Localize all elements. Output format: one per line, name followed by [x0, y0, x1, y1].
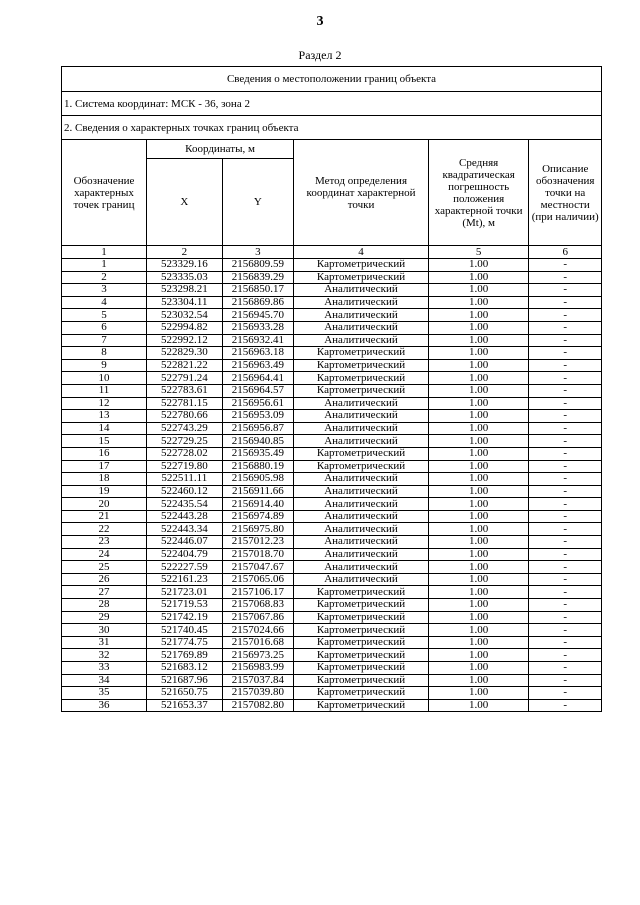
header-coordinates: Координаты, м — [146, 140, 293, 159]
method: Картометрический — [294, 259, 429, 272]
coord-y: 2157067.86 — [222, 611, 294, 624]
column-number: 3 — [222, 246, 294, 259]
error: 1.00 — [428, 384, 529, 397]
table-row — [62, 586, 602, 599]
point-number: 29 — [62, 611, 147, 624]
table-row — [62, 372, 602, 385]
method: Аналитический — [294, 485, 429, 498]
table-row — [62, 674, 602, 687]
point-number: 19 — [62, 485, 147, 498]
coord-x: 521719.53 — [146, 599, 222, 612]
point-number: 1 — [62, 259, 147, 272]
description: - — [529, 321, 602, 334]
table-row — [62, 410, 602, 423]
method: Картометрический — [294, 347, 429, 360]
coord-y: 2156953.09 — [222, 410, 294, 423]
table-row — [62, 334, 602, 347]
coord-x: 521769.89 — [146, 649, 222, 662]
error: 1.00 — [428, 435, 529, 448]
description: - — [529, 498, 602, 511]
table-row — [62, 687, 602, 700]
coord-y: 2156932.41 — [222, 334, 294, 347]
description: - — [529, 284, 602, 297]
table-row — [62, 611, 602, 624]
coord-x: 523335.03 — [146, 271, 222, 284]
header-x: X — [146, 159, 222, 246]
coord-x: 522729.25 — [146, 435, 222, 448]
error: 1.00 — [428, 359, 529, 372]
error: 1.00 — [428, 523, 529, 536]
error: 1.00 — [428, 460, 529, 473]
table-row — [62, 422, 602, 435]
error: 1.00 — [428, 271, 529, 284]
method: Картометрический — [294, 611, 429, 624]
table-row — [62, 599, 602, 612]
error: 1.00 — [428, 586, 529, 599]
table-row — [62, 573, 602, 586]
point-number: 32 — [62, 649, 147, 662]
column-number: 1 — [62, 246, 147, 259]
method: Картометрический — [294, 636, 429, 649]
error: 1.00 — [428, 284, 529, 297]
description: - — [529, 573, 602, 586]
table-row — [62, 447, 602, 460]
coord-y: 2156964.57 — [222, 384, 294, 397]
coord-y: 2157065.06 — [222, 573, 294, 586]
point-number: 3 — [62, 284, 147, 297]
point-number: 23 — [62, 536, 147, 549]
method: Аналитический — [294, 296, 429, 309]
point-number: 25 — [62, 561, 147, 574]
coord-x: 522829.30 — [146, 347, 222, 360]
error: 1.00 — [428, 599, 529, 612]
error: 1.00 — [428, 573, 529, 586]
header-error: Средняя квадратическая погрешность положения характерной точки (Mt), м — [428, 140, 529, 246]
method: Аналитический — [294, 334, 429, 347]
description: - — [529, 397, 602, 410]
method: Аналитический — [294, 573, 429, 586]
table-row — [62, 321, 602, 334]
point-number: 6 — [62, 321, 147, 334]
table-row — [62, 699, 602, 712]
description: - — [529, 523, 602, 536]
coord-x: 522227.59 — [146, 561, 222, 574]
section-label: Раздел 2 — [298, 48, 342, 62]
coord-x: 521740.45 — [146, 624, 222, 637]
coord-x: 523032.54 — [146, 309, 222, 322]
coord-x: 521650.75 — [146, 687, 222, 700]
coord-x: 521683.12 — [146, 662, 222, 675]
method: Картометрический — [294, 662, 429, 675]
method: Аналитический — [294, 561, 429, 574]
table-row — [62, 548, 602, 561]
coord-y: 2157016.68 — [222, 636, 294, 649]
column-number: 5 — [428, 246, 529, 259]
table-row — [62, 309, 602, 322]
coord-y: 2157047.67 — [222, 561, 294, 574]
error: 1.00 — [428, 687, 529, 700]
table-row — [62, 662, 602, 675]
description: - — [529, 473, 602, 486]
coord-x: 522404.79 — [146, 548, 222, 561]
error: 1.00 — [428, 649, 529, 662]
error: 1.00 — [428, 548, 529, 561]
error: 1.00 — [428, 296, 529, 309]
coord-y: 2156956.61 — [222, 397, 294, 410]
method: Аналитический — [294, 321, 429, 334]
table-row — [62, 296, 602, 309]
description: - — [529, 422, 602, 435]
error: 1.00 — [428, 410, 529, 423]
error: 1.00 — [428, 674, 529, 687]
method: Аналитический — [294, 536, 429, 549]
point-number: 22 — [62, 523, 147, 536]
description: - — [529, 699, 602, 712]
points-rows — [62, 259, 602, 712]
coord-y: 2157012.23 — [222, 536, 294, 549]
description: - — [529, 485, 602, 498]
coord-y: 2156945.70 — [222, 309, 294, 322]
error: 1.00 — [428, 422, 529, 435]
method: Аналитический — [294, 473, 429, 486]
description: - — [529, 460, 602, 473]
point-number: 9 — [62, 359, 147, 372]
error: 1.00 — [428, 498, 529, 511]
coord-y: 2157082.80 — [222, 699, 294, 712]
table-row — [62, 460, 602, 473]
coord-y: 2156956.87 — [222, 422, 294, 435]
error: 1.00 — [428, 447, 529, 460]
coord-y: 2156869.86 — [222, 296, 294, 309]
description: - — [529, 561, 602, 574]
description: - — [529, 347, 602, 360]
coord-x: 522719.80 — [146, 460, 222, 473]
table-row — [62, 284, 602, 297]
method: Картометрический — [294, 586, 429, 599]
error: 1.00 — [428, 334, 529, 347]
description: - — [529, 586, 602, 599]
method: Аналитический — [294, 548, 429, 561]
point-number: 2 — [62, 271, 147, 284]
coord-y: 2156940.85 — [222, 435, 294, 448]
table-row — [62, 561, 602, 574]
description: - — [529, 359, 602, 372]
coord-x: 522460.12 — [146, 485, 222, 498]
error: 1.00 — [428, 347, 529, 360]
coord-x: 521742.19 — [146, 611, 222, 624]
table-row — [62, 271, 602, 284]
coord-y: 2156905.98 — [222, 473, 294, 486]
coord-x: 522443.28 — [146, 510, 222, 523]
point-number: 8 — [62, 347, 147, 360]
description: - — [529, 334, 602, 347]
method: Картометрический — [294, 271, 429, 284]
coord-y: 2156809.59 — [222, 259, 294, 272]
point-number: 12 — [62, 397, 147, 410]
coord-x: 521774.75 — [146, 636, 222, 649]
point-number: 16 — [62, 447, 147, 460]
method: Аналитический — [294, 510, 429, 523]
column-number: 4 — [294, 246, 429, 259]
point-number: 15 — [62, 435, 147, 448]
error: 1.00 — [428, 624, 529, 637]
header-y: Y — [222, 159, 294, 246]
point-number: 11 — [62, 384, 147, 397]
coord-y: 2157037.84 — [222, 674, 294, 687]
table-row — [62, 435, 602, 448]
column-number: 6 — [529, 246, 602, 259]
point-number: 28 — [62, 599, 147, 612]
method: Аналитический — [294, 397, 429, 410]
column-number: 2 — [146, 246, 222, 259]
point-number: 18 — [62, 473, 147, 486]
point-number: 7 — [62, 334, 147, 347]
method: Картометрический — [294, 699, 429, 712]
coord-x: 522435.54 — [146, 498, 222, 511]
description: - — [529, 410, 602, 423]
description: - — [529, 624, 602, 637]
error: 1.00 — [428, 510, 529, 523]
description: - — [529, 536, 602, 549]
table-row — [62, 359, 602, 372]
coord-y: 2156983.99 — [222, 662, 294, 675]
coord-y: 2156933.28 — [222, 321, 294, 334]
point-number: 33 — [62, 662, 147, 675]
point-number: 30 — [62, 624, 147, 637]
description: - — [529, 435, 602, 448]
point-number: 26 — [62, 573, 147, 586]
description: - — [529, 384, 602, 397]
table-title: Сведения о местоположении границ объекта — [62, 67, 602, 92]
error: 1.00 — [428, 473, 529, 486]
point-number: 24 — [62, 548, 147, 561]
coord-x: 522743.29 — [146, 422, 222, 435]
method: Картометрический — [294, 599, 429, 612]
method: Картометрический — [294, 359, 429, 372]
coord-x: 521723.01 — [146, 586, 222, 599]
coord-y: 2156839.29 — [222, 271, 294, 284]
coord-y: 2157024.66 — [222, 624, 294, 637]
table-row — [62, 649, 602, 662]
coord-y: 2156975.80 — [222, 523, 294, 536]
table-row — [62, 523, 602, 536]
method: Аналитический — [294, 435, 429, 448]
description: - — [529, 599, 602, 612]
coord-x: 522446.07 — [146, 536, 222, 549]
coord-y: 2156935.49 — [222, 447, 294, 460]
coord-y: 2156850.17 — [222, 284, 294, 297]
coord-y: 2156973.25 — [222, 649, 294, 662]
table-row — [62, 536, 602, 549]
coord-y: 2156964.41 — [222, 372, 294, 385]
coord-x: 521687.96 — [146, 674, 222, 687]
coord-x: 522781.15 — [146, 397, 222, 410]
table-row — [62, 624, 602, 637]
points-title: 2. Сведения о характерных точках границ объекта — [62, 116, 602, 140]
point-number: 13 — [62, 410, 147, 423]
coord-x: 522994.82 — [146, 321, 222, 334]
method: Аналитический — [294, 309, 429, 322]
error: 1.00 — [428, 611, 529, 624]
header-designation: Обозначение характерных точек границ — [62, 140, 147, 246]
coordinate-system: 1. Система координат: МСК - 36, зона 2 — [62, 92, 602, 116]
method: Картометрический — [294, 624, 429, 637]
error: 1.00 — [428, 662, 529, 675]
point-number: 20 — [62, 498, 147, 511]
method: Картометрический — [294, 372, 429, 385]
method: Аналитический — [294, 410, 429, 423]
coord-y: 2156880.19 — [222, 460, 294, 473]
coord-x: 522728.02 — [146, 447, 222, 460]
description: - — [529, 372, 602, 385]
point-number: 14 — [62, 422, 147, 435]
coord-y: 2156963.18 — [222, 347, 294, 360]
coord-x: 522791.24 — [146, 372, 222, 385]
point-number: 34 — [62, 674, 147, 687]
description: - — [529, 309, 602, 322]
coord-x: 522161.23 — [146, 573, 222, 586]
error: 1.00 — [428, 699, 529, 712]
table-row — [62, 498, 602, 511]
description: - — [529, 636, 602, 649]
page-number: 3 — [316, 14, 324, 29]
coord-x: 522992.12 — [146, 334, 222, 347]
error: 1.00 — [428, 636, 529, 649]
coord-x: 522821.22 — [146, 359, 222, 372]
point-number: 27 — [62, 586, 147, 599]
coord-y: 2157039.80 — [222, 687, 294, 700]
description: - — [529, 674, 602, 687]
point-number: 35 — [62, 687, 147, 700]
method: Картометрический — [294, 674, 429, 687]
coord-y: 2156963.49 — [222, 359, 294, 372]
description: - — [529, 296, 602, 309]
description: - — [529, 271, 602, 284]
description: - — [529, 649, 602, 662]
table-row — [62, 473, 602, 486]
point-number: 4 — [62, 296, 147, 309]
point-number: 36 — [62, 699, 147, 712]
boundary-points-table — [61, 66, 602, 712]
coord-x: 522443.34 — [146, 523, 222, 536]
method: Картометрический — [294, 460, 429, 473]
description: - — [529, 447, 602, 460]
header-method: Метод определения координат характерной точки — [294, 140, 429, 246]
error: 1.00 — [428, 561, 529, 574]
method: Аналитический — [294, 498, 429, 511]
coord-y: 2157018.70 — [222, 548, 294, 561]
coord-y: 2157068.83 — [222, 599, 294, 612]
description: - — [529, 548, 602, 561]
coord-x: 523304.11 — [146, 296, 222, 309]
table-row — [62, 510, 602, 523]
error: 1.00 — [428, 321, 529, 334]
coord-y: 2156914.40 — [222, 498, 294, 511]
method: Аналитический — [294, 284, 429, 297]
coord-x: 522783.61 — [146, 384, 222, 397]
description: - — [529, 259, 602, 272]
method: Аналитический — [294, 422, 429, 435]
point-number: 5 — [62, 309, 147, 322]
table-row — [62, 636, 602, 649]
point-number: 31 — [62, 636, 147, 649]
coord-y: 2157106.17 — [222, 586, 294, 599]
point-number: 10 — [62, 372, 147, 385]
error: 1.00 — [428, 259, 529, 272]
table-row — [62, 347, 602, 360]
error: 1.00 — [428, 485, 529, 498]
description: - — [529, 510, 602, 523]
description: - — [529, 662, 602, 675]
coord-x: 522780.66 — [146, 410, 222, 423]
table-row — [62, 397, 602, 410]
point-number: 21 — [62, 510, 147, 523]
method: Картометрический — [294, 384, 429, 397]
table-row — [62, 384, 602, 397]
error: 1.00 — [428, 309, 529, 322]
method: Картометрический — [294, 687, 429, 700]
description: - — [529, 611, 602, 624]
table-row — [62, 485, 602, 498]
error: 1.00 — [428, 372, 529, 385]
coord-x: 521653.37 — [146, 699, 222, 712]
table-row — [62, 259, 602, 272]
error: 1.00 — [428, 397, 529, 410]
point-number: 17 — [62, 460, 147, 473]
coord-y: 2156974.89 — [222, 510, 294, 523]
method: Аналитический — [294, 523, 429, 536]
column-numbers-row — [62, 246, 602, 259]
header-description: Описание обозначения точки на местности (при наличии) — [529, 140, 602, 246]
coord-x: 523329.16 — [146, 259, 222, 272]
coord-x: 522511.11 — [146, 473, 222, 486]
method: Картометрический — [294, 447, 429, 460]
coord-x: 523298.21 — [146, 284, 222, 297]
error: 1.00 — [428, 536, 529, 549]
coord-y: 2156911.66 — [222, 485, 294, 498]
method: Картометрический — [294, 649, 429, 662]
description: - — [529, 687, 602, 700]
